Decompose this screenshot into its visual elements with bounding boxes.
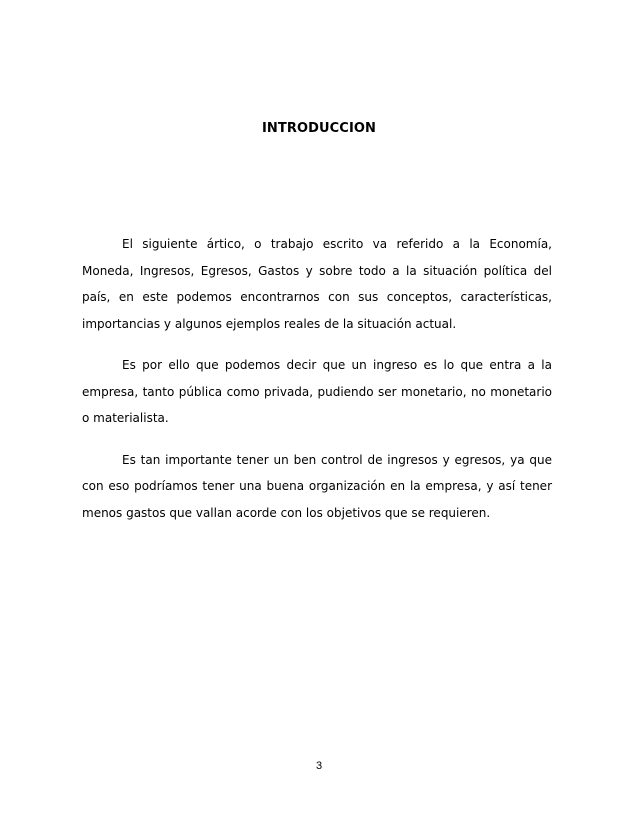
body-text [82,231,552,541]
paragraph-1: El siguiente ártico, o trabajo escrito va referido a la Economía, Moneda, Ingresos, Egresos, Gastos y sobre todo a la situación política del país, en este podemos encontrarnos con sus conceptos, características, importancias y algunos ejemplos reales de la situación actual. [82,237,552,331]
paragraph-3: Es tan importante tener un ben control de ingresos y egresos, ya que con eso podríamos tener una buena organización en la empresa, y así tener menos gastos que vallan acorde con los objetivos que se requieren. [82,452,552,520]
page-number: 3 [315,760,323,772]
paragraph-2: Es por ello que podemos decir que un ingreso es lo que entra a la empresa, tanto pública como privada, pudiendo ser monetario, no monetario o materialista. [82,358,552,425]
page-title: INTRODUCCION [261,121,377,136]
